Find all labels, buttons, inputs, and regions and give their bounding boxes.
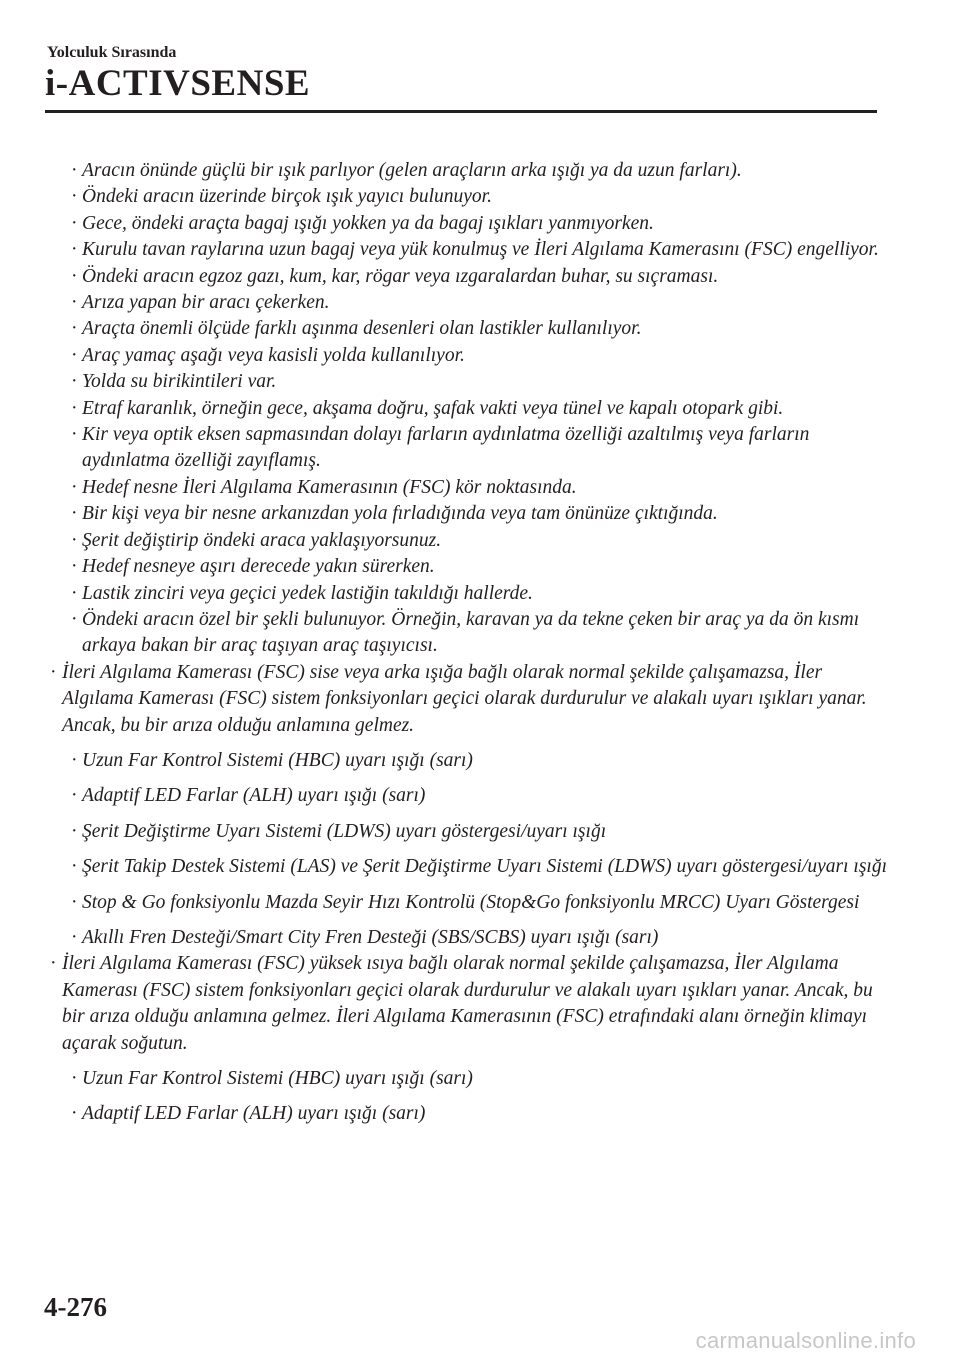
list-item bbox=[0, 1101, 960, 1127]
main-bullet-heat bbox=[0, 951, 960, 1057]
bullet-dot: · bbox=[50, 661, 57, 683]
main-bullet-text: İleri Algılama Kamerası (FSC) yüksek ısıya bağlı olarak normal şekilde çalışamazsa, İler Algılama Kamerası (FSC) sistem fonksiyonları geçici olarak durdurulur ve alakalı uyarı ışıkları yanar. Ancak, bu bir arıza olduğu anlamına gelmez. İleri Algılama Kamerasının (FSC) etrafındaki alanı örneğin klimayı açarak soğutun. bbox=[62, 953, 873, 1054]
header-divider bbox=[45, 110, 877, 113]
list-item bbox=[0, 501, 960, 527]
bullet-dot: · bbox=[71, 891, 78, 913]
list-item-text: Araç yamaç aşağı veya kasisli yolda kullanılıyor. bbox=[82, 344, 465, 366]
bullet-dot: · bbox=[71, 1068, 78, 1089]
bullet-dot: · bbox=[50, 953, 57, 975]
list-item bbox=[0, 158, 960, 184]
list-item bbox=[0, 607, 960, 660]
list-item bbox=[0, 528, 960, 554]
bullet-dot: · bbox=[71, 1103, 78, 1125]
list-item-text: Hedef nesne İleri Algılama Kamerasının (FSC) kör noktasında. bbox=[82, 476, 577, 498]
main-bullet-text: İleri Algılama Kamerası (FSC) sise veya arka ışığa bağlı olarak normal şekilde çalışamazsa, İler Algılama Kamerası (FSC) sistem fonksiyonları geçici olarak durdurulur ve alakalı uyarı ışıkları yanar. Ancak, bu bir arıza olduğu anlamına gelmez. bbox=[62, 661, 867, 736]
list-item-text: Adaptif LED Farlar (ALH) uyarı ışığı (sarı) bbox=[82, 785, 426, 807]
list-item-text: Kir veya optik eksen sapmasından dolayı farların aydınlatma özelliği azaltılmış veya farların aydınlatma özelliği zayıflamış. bbox=[82, 424, 810, 472]
bullet-dot: · bbox=[71, 749, 78, 771]
list-item bbox=[0, 581, 960, 607]
list-item-text: Şerit Takip Destek Sistemi (LAS) ve Şerit Değiştirme Uyarı Sistemi (LDWS) uyarı göstergesi/uyarı ışığı bbox=[82, 856, 888, 878]
bullet-dot: · bbox=[71, 608, 78, 630]
bullet-dot: · bbox=[71, 239, 78, 261]
list-item bbox=[0, 783, 960, 809]
list-item-text: Öndeki aracın üzerinde birçok ışık yayıcı bulunuyor. bbox=[82, 186, 492, 208]
list-item-text: Etraf karanlık, örneğin gece, akşama doğru, şafak vakti veya tünel ve kapalı otopark gibi. bbox=[82, 397, 784, 419]
list-item-text: Uzun Far Kontrol Sistemi (HBC) uyarı ışığı (sarı) bbox=[82, 1068, 473, 1089]
list-item bbox=[0, 554, 960, 580]
list-item-text: Adaptif LED Farlar (ALH) uyarı ışığı (sarı) bbox=[82, 1103, 426, 1125]
list-item bbox=[0, 748, 960, 774]
bullet-dot: · bbox=[71, 503, 78, 525]
list-item-text: Araçta önemli ölçüde farklı aşınma desenleri olan lastikler kullanılıyor. bbox=[82, 318, 642, 340]
main-bullet-fog bbox=[0, 660, 960, 739]
list-item-text: Aracın önünde güçlü bir ışık parlıyor (gelen araçların arka ışığı ya da uzun farları). bbox=[82, 160, 742, 181]
bullet-dot: · bbox=[71, 318, 78, 340]
list-item-text: Şerit değiştirip öndeki araca yaklaşıyorsunuz. bbox=[82, 529, 442, 551]
list-item-text: Yolda su birikintileri var. bbox=[82, 371, 277, 393]
list-item-text: Arıza yapan bir aracı çekerken. bbox=[82, 292, 330, 314]
bullet-dot: · bbox=[71, 397, 78, 419]
list-item bbox=[0, 211, 960, 237]
list-item bbox=[0, 925, 960, 951]
bullet-dot: · bbox=[71, 292, 78, 314]
list-item-text: Öndeki aracın özel bir şekli bulunuyor. Örneğin, karavan ya da tekne çeken bir araç ya da ön kısmı arkaya bakan bir araç taşıyan araç taşıyıcısı. bbox=[82, 608, 860, 657]
list-item bbox=[0, 475, 960, 501]
bullet-dot: · bbox=[71, 529, 78, 551]
list-item bbox=[0, 854, 960, 880]
list-item bbox=[0, 316, 960, 342]
bullet-dot: · bbox=[71, 344, 78, 366]
bullet-dot: · bbox=[71, 371, 78, 393]
warning-light-list-heat bbox=[0, 1066, 960, 1128]
list-item-text: Şerit Değiştirme Uyarı Sistemi (LDWS) uyarı göstergesi/uyarı ışığı bbox=[82, 820, 607, 842]
list-item bbox=[0, 396, 960, 422]
bullet-dot: · bbox=[71, 212, 78, 234]
list-item bbox=[0, 422, 960, 475]
bullet-dot: · bbox=[71, 476, 78, 498]
list-item-text: Uzun Far Kontrol Sistemi (HBC) uyarı ışığı (sarı) bbox=[82, 749, 473, 771]
list-item-text: Lastik zinciri veya geçici yedek lastiğin takıldığı hallerde. bbox=[82, 582, 533, 604]
list-item bbox=[0, 184, 960, 210]
list-item-text: Hedef nesneye aşırı derecede yakın sürerken. bbox=[82, 556, 435, 578]
list-item-text: Öndeki aracın egzoz gazı, kum, kar, rögar veya ızgaralardan buhar, su sıçraması. bbox=[82, 265, 719, 287]
body-content bbox=[0, 158, 960, 1128]
list-item-text: Stop & Go fonksiyonlu Mazda Seyir Hızı Kontrolü (Stop&Go fonksiyonlu MRCC) Uyarı Göstergesi bbox=[82, 891, 860, 913]
bullet-dot: · bbox=[71, 856, 78, 878]
list-item bbox=[0, 237, 960, 263]
section-label: Yolculuk Sırasında bbox=[47, 44, 177, 61]
list-item bbox=[0, 369, 960, 395]
list-item bbox=[0, 264, 960, 290]
chapter-title: i-ACTIVSENSE bbox=[45, 63, 311, 104]
list-item-text: Gece, öndeki araçta bagaj ışığı yokken ya da bagaj ışıkları yanmıyorken. bbox=[82, 212, 654, 234]
list-item-text: Bir kişi veya bir nesne arkanızdan yola fırladığında veya tam önünüze çıktığında. bbox=[82, 503, 718, 525]
list-item-text: Akıllı Fren Desteği/Smart City Fren Desteği (SBS/SCBS) uyarı ışığı (sarı) bbox=[82, 926, 659, 948]
bullet-dot: · bbox=[71, 556, 78, 578]
list-item bbox=[0, 890, 960, 916]
bullet-dot: · bbox=[71, 160, 78, 181]
page-number: 4-276 bbox=[44, 1292, 107, 1322]
list-item bbox=[0, 343, 960, 369]
bullet-dot: · bbox=[71, 926, 78, 948]
bullet-dot: · bbox=[71, 820, 78, 842]
bullet-dot: · bbox=[71, 424, 78, 446]
bullet-dot: · bbox=[71, 785, 78, 807]
list-item-text: Kurulu tavan raylarına uzun bagaj veya yük konulmuş ve İleri Algılama Kamerasını (FSC) engelliyor. bbox=[82, 239, 879, 261]
watermark: carmanualsonline.info bbox=[695, 1328, 916, 1353]
list-item bbox=[0, 1066, 960, 1092]
bullet-dot: · bbox=[71, 582, 78, 604]
list-item bbox=[0, 290, 960, 316]
bullet-dot: · bbox=[71, 186, 78, 208]
condition-list bbox=[0, 158, 960, 660]
bullet-dot: · bbox=[71, 265, 78, 287]
list-item bbox=[0, 819, 960, 845]
warning-light-list-fog bbox=[0, 748, 960, 951]
